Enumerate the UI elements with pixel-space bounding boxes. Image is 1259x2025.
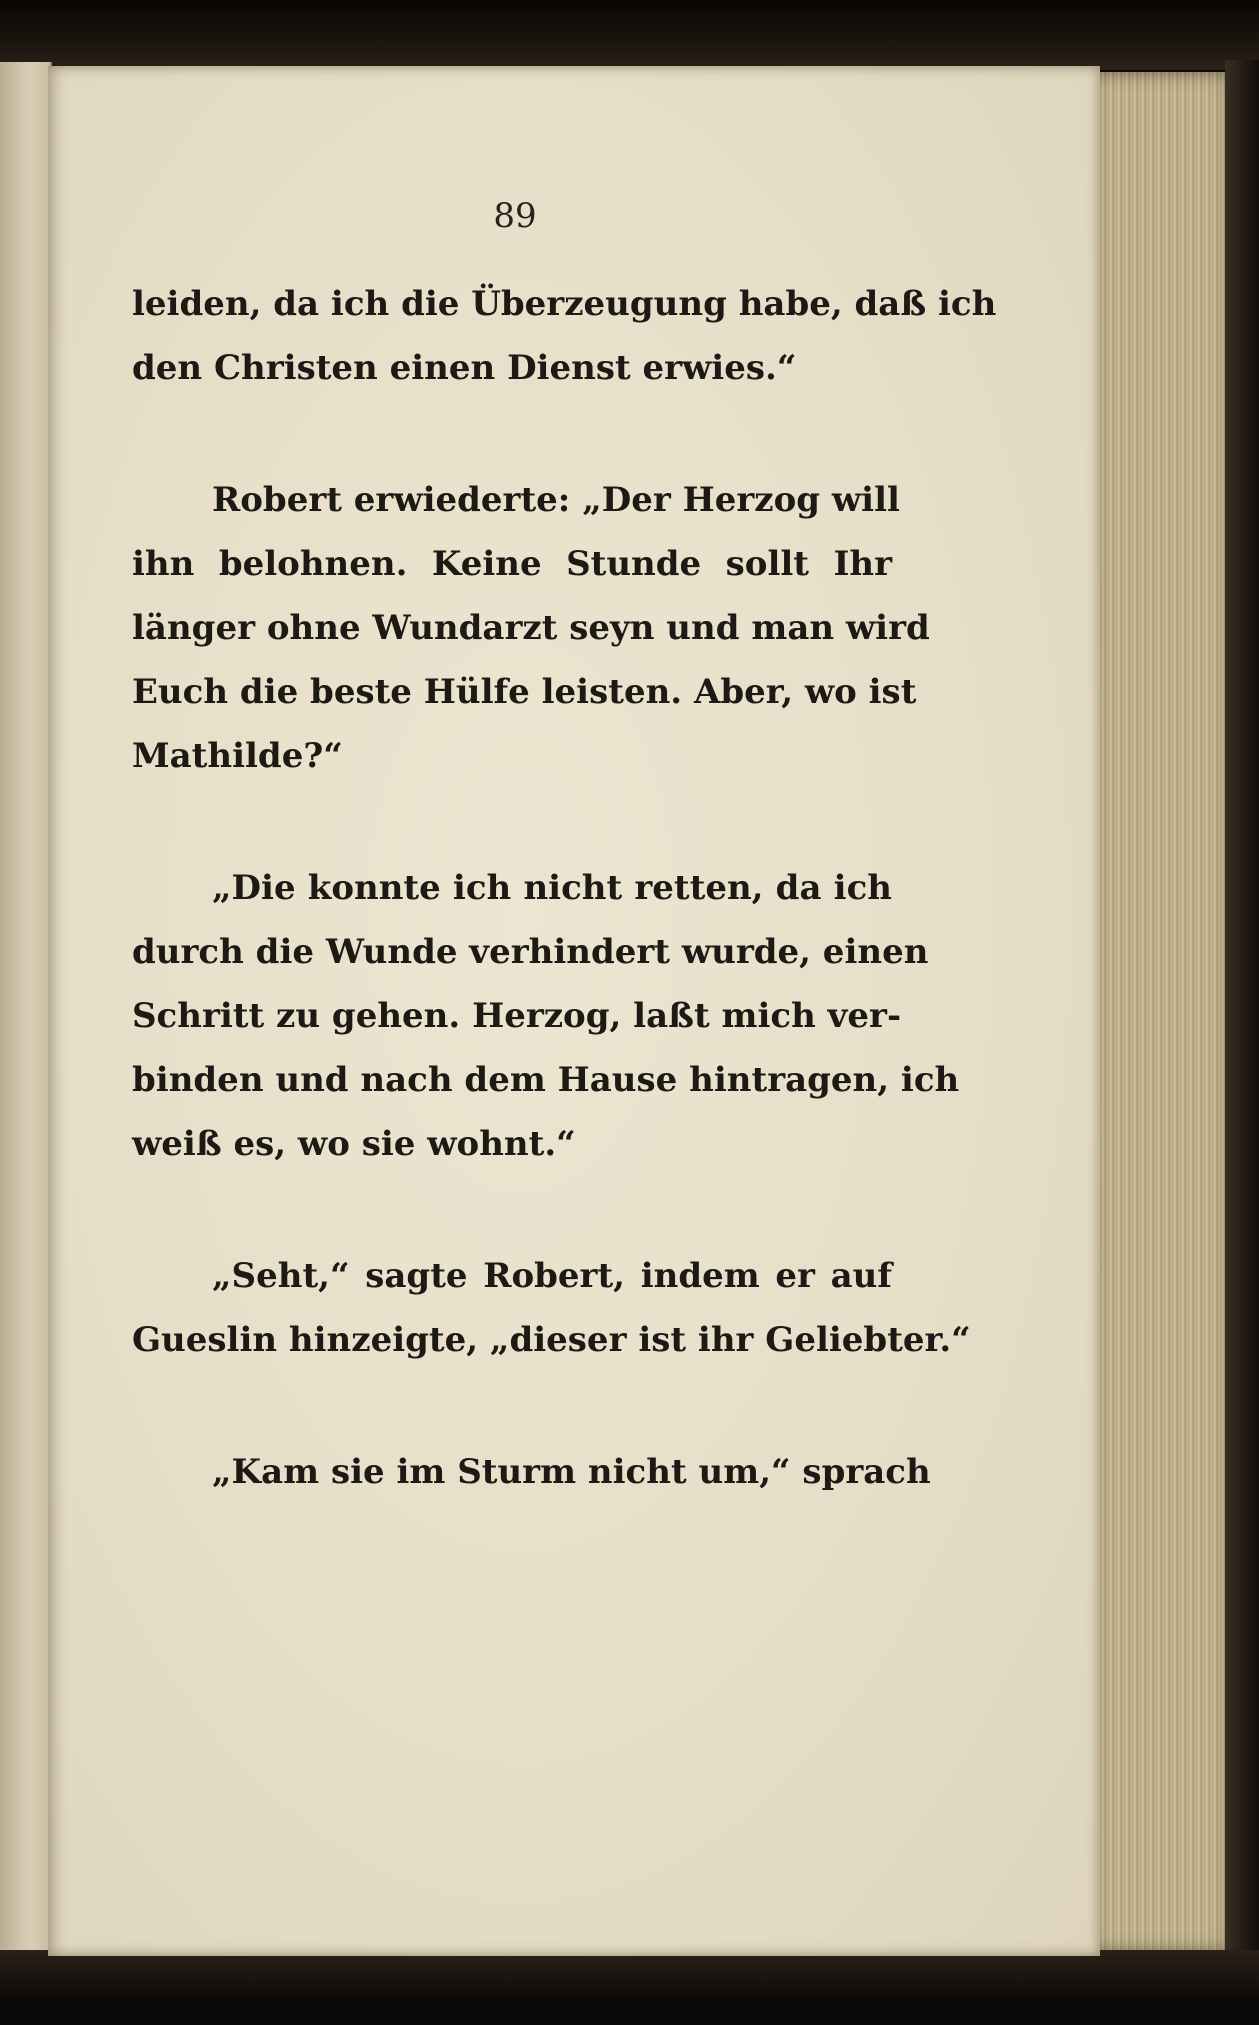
text-line: weiß es, wo sie wohnt.“	[132, 1124, 576, 1164]
book-cover-edge	[1225, 60, 1259, 1970]
facing-page-edge	[0, 62, 52, 1962]
text-line: durch die Wunde verhindert wurde, einen	[132, 932, 929, 972]
binding-top-edge	[0, 0, 1259, 70]
text-line: den Christen einen Dienst erwies.“	[132, 348, 797, 388]
paragraph-gap	[132, 1176, 892, 1244]
paragraph-gap	[132, 400, 892, 468]
paragraph-gap	[132, 1372, 892, 1440]
page-number: 89	[493, 196, 537, 236]
text-line: „Kam sie im Sturm nicht um,“ sprach	[212, 1452, 931, 1492]
text-line: ihn belohnen. Keine Stunde sollt Ihr	[132, 544, 892, 584]
text-line: binden und nach dem Hause hintragen, ich	[132, 1060, 960, 1100]
text-line: länger ohne Wundarzt seyn und man wird	[132, 608, 930, 648]
text-line: Schritt zu gehen. Herzog, laßt mich ver-	[132, 996, 902, 1036]
text-line: Gueslin hinzeigte, „dieser ist ihr Geliebter.“	[132, 1320, 971, 1360]
paragraph-gap	[132, 788, 892, 856]
text-line: leiden, da ich die Überzeugung habe, daß ich	[132, 284, 997, 324]
page-text	[132, 272, 997, 1504]
binding-bottom-edge	[0, 1950, 1259, 2025]
text-line: Mathilde?“	[132, 736, 343, 776]
text-line: Robert erwiederte: „Der Herzog will	[212, 480, 900, 520]
text-line: „Die konnte ich nicht retten, da ich	[212, 868, 892, 908]
text-line: „Seht,“ sagte Robert, indem er auf	[212, 1256, 892, 1296]
text-line: Euch die beste Hülfe leisten. Aber, wo ist	[132, 672, 917, 712]
book-fore-edge	[1096, 72, 1239, 1952]
